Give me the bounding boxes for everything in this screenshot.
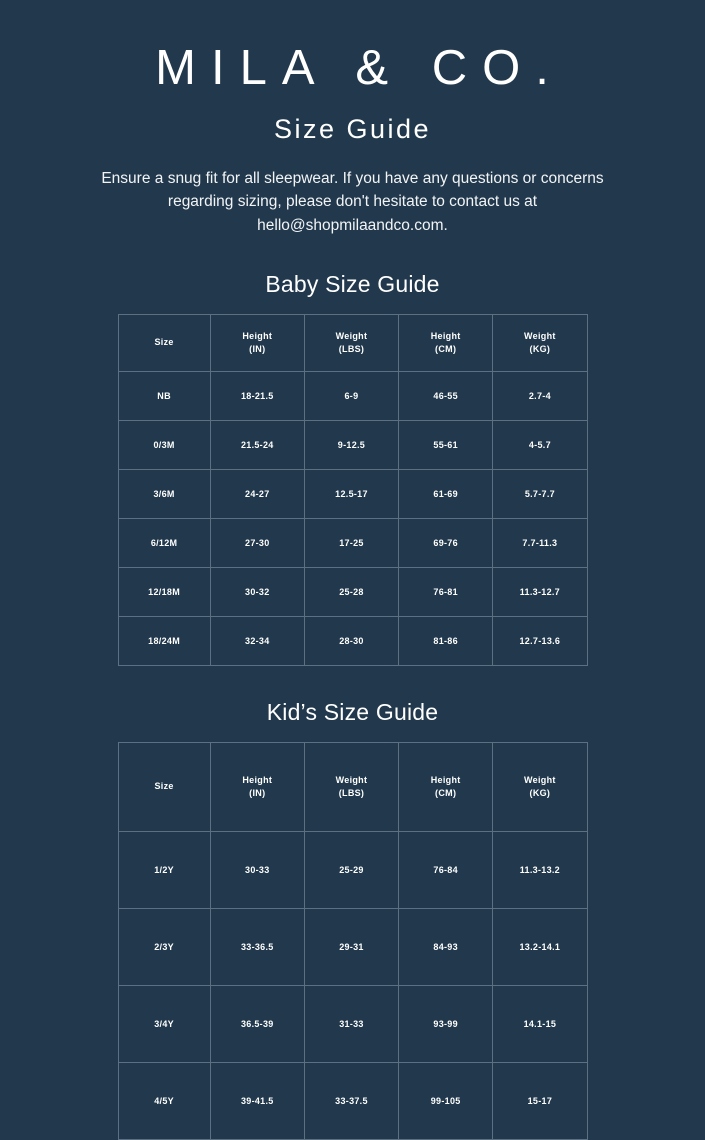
table-row (118, 831, 587, 908)
column-header-main: Weight (524, 775, 556, 786)
column-header-main: Weight (335, 331, 368, 342)
cell-weight-lbs: 25-28 (304, 567, 398, 616)
cell-weight-kg: 14.1-15 (493, 985, 587, 1062)
kids-section-title: Kid’s Size Guide (266, 698, 439, 725)
cell-weight-kg: 5.7-7.7 (493, 469, 587, 518)
column-header (399, 314, 493, 371)
column-header (493, 742, 587, 831)
cell-height-cm: 69-76 (399, 518, 493, 567)
cell-height-cm: 93-99 (399, 985, 493, 1062)
table-row (118, 469, 587, 518)
cell-size: 12/18M (118, 567, 210, 616)
cell-size: 6/12M (118, 518, 210, 567)
cell-weight-lbs: 29-31 (304, 908, 398, 985)
column-header (304, 742, 398, 831)
cell-height-in: 32-34 (210, 616, 304, 665)
column-header-main: Weight (524, 331, 556, 342)
cell-size: NB (118, 371, 210, 420)
table-row (118, 985, 587, 1062)
cell-weight-lbs: 33-37.5 (304, 1062, 398, 1139)
column-header-sub: (CM) (435, 343, 457, 354)
column-header (118, 742, 210, 831)
table-header-row (118, 314, 587, 371)
column-header-sub: (LBS) (338, 343, 365, 354)
cell-height-cm: 76-84 (399, 831, 493, 908)
column-header-main: Height (242, 775, 273, 786)
cell-weight-lbs: 31-33 (304, 985, 398, 1062)
column-header-main: Height (430, 331, 461, 342)
cell-height-in: 33-36.5 (210, 908, 304, 985)
column-header (210, 314, 304, 371)
cell-size: 2/3Y (118, 908, 210, 985)
page-title: Size Guide (273, 113, 432, 144)
column-header-main: Weight (335, 775, 368, 786)
cell-height-cm: 61-69 (399, 469, 493, 518)
cell-height-in: 24-27 (210, 469, 304, 518)
column-header-sub: (KG) (529, 787, 551, 798)
cell-height-in: 39-41.5 (210, 1062, 304, 1139)
column-header-main: Size (154, 337, 174, 348)
table-row (118, 1062, 587, 1139)
cell-height-cm: 81-86 (399, 616, 493, 665)
cell-weight-kg: 13.2-14.1 (493, 908, 587, 985)
cell-weight-lbs: 9-12.5 (304, 420, 398, 469)
column-header-main: Height (430, 775, 461, 786)
cell-height-in: 30-32 (210, 567, 304, 616)
baby-size-table (118, 314, 588, 666)
table-row (118, 908, 587, 985)
column-header-sub: (KG) (529, 343, 551, 354)
kids-size-table (118, 742, 588, 1140)
cell-size: 3/6M (118, 469, 210, 518)
cell-size: 4/5Y (118, 1062, 210, 1139)
column-header-sub: (IN) (249, 787, 266, 798)
column-header-sub: (IN) (249, 343, 266, 354)
table-row (118, 371, 587, 420)
table-header-row (118, 742, 587, 831)
brand-logo: MILA & CO. (155, 41, 564, 95)
cell-size: 18/24M (118, 616, 210, 665)
cell-weight-lbs: 6-9 (304, 371, 398, 420)
cell-weight-lbs: 17-25 (304, 518, 398, 567)
column-header-sub: (LBS) (338, 787, 365, 798)
cell-weight-kg: 15-17 (493, 1062, 587, 1139)
column-header-main: Height (242, 331, 273, 342)
column-header (399, 742, 493, 831)
cell-weight-kg: 7.7-11.3 (493, 518, 587, 567)
cell-weight-kg: 11.3-13.2 (493, 831, 587, 908)
cell-height-in: 18-21.5 (210, 371, 304, 420)
table-row (118, 567, 587, 616)
column-header (493, 314, 587, 371)
table-row (118, 616, 587, 665)
column-header-sub: (CM) (435, 787, 457, 798)
cell-height-cm: 76-81 (399, 567, 493, 616)
cell-height-cm: 46-55 (399, 371, 493, 420)
cell-weight-kg: 4-5.7 (493, 420, 587, 469)
cell-weight-kg: 11.3-12.7 (493, 567, 587, 616)
column-header (210, 742, 304, 831)
cell-height-cm: 55-61 (399, 420, 493, 469)
cell-weight-lbs: 12.5-17 (304, 469, 398, 518)
cell-height-cm: 84-93 (399, 908, 493, 985)
cell-weight-lbs: 28-30 (304, 616, 398, 665)
cell-weight-lbs: 25-29 (304, 831, 398, 908)
column-header (118, 314, 210, 371)
table-row (118, 420, 587, 469)
column-header (304, 314, 398, 371)
table-row (118, 518, 587, 567)
cell-height-in: 21.5-24 (210, 420, 304, 469)
cell-height-in: 36.5-39 (210, 985, 304, 1062)
intro-text: Ensure a snug fit for all sleepwear. If you have any questions or concerns regarding sizing, please don't hesitate to contact us at hello@shopmilaandco.com. (101, 169, 604, 234)
cell-size: 0/3M (118, 420, 210, 469)
cell-height-cm: 99-105 (399, 1062, 493, 1139)
column-header-main: Size (154, 781, 174, 792)
cell-height-in: 27-30 (210, 518, 304, 567)
cell-weight-kg: 2.7-4 (493, 371, 587, 420)
baby-section-title: Baby Size Guide (265, 270, 440, 297)
cell-weight-kg: 12.7-13.6 (493, 616, 587, 665)
cell-height-in: 30-33 (210, 831, 304, 908)
cell-size: 3/4Y (118, 985, 210, 1062)
cell-size: 1/2Y (118, 831, 210, 908)
